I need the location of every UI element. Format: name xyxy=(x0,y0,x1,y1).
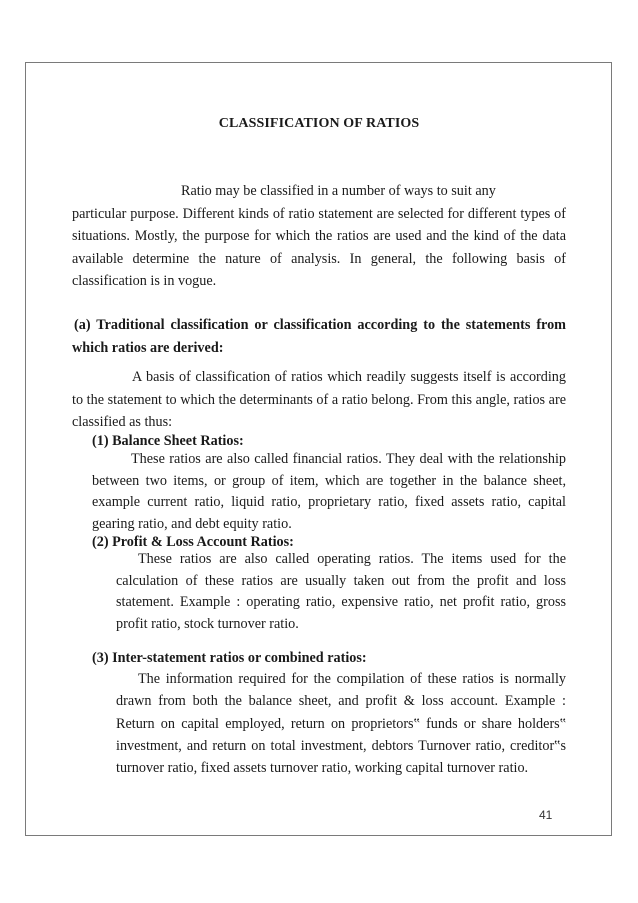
page-title: CLASSIFICATION OF RATIOS xyxy=(218,116,420,131)
subsection-3-body xyxy=(116,668,566,779)
intro-paragraph xyxy=(72,180,566,293)
subsection-2-body xyxy=(116,549,566,635)
subsection-2-heading: (2) Profit & Loss Account Ratios: xyxy=(92,534,294,550)
subsection-1-heading: (1) Balance Sheet Ratios: xyxy=(92,433,244,449)
subsection-1-body xyxy=(92,449,566,535)
subsection-3-heading: (3) Inter-statement ratios or combined ratios: xyxy=(92,650,367,666)
subsection-1-text: These ratios are also called financial ratios. They deal with the relationship between two items, or group of item, which are together in the balance sheet, example current ratio, liquid ratio, proprietary ratio, fixed assets ratio, capital gearing ratio, and debt equity ratio. xyxy=(92,451,566,532)
page-number: 41 xyxy=(539,808,553,822)
section-a-body: A basis of classification of ratios which readily suggests itself is according to the statement to which the determinants of a ratio belong. From this angle, ratios are classified as thus: xyxy=(72,369,566,430)
intro-rest: particular purpose. Different kinds of ratio statement are selected for different types of situations. Mostly, the purpose for which the ratios are used and the kind of the data available determine the nature of analysis. In general, the following basis of classification is in vogue. xyxy=(72,205,566,289)
subsection-3-text: The information required for the compilation of these ratios is normally drawn from both the balance sheet, and profit & loss account. Example : Return on capital employed, return on proprietors‟ funds or share holders‟ investment, and return on total investment, debtors Turnover ratio, creditor‟s turnover ratio, fixed assets turnover ratio, working capital turnover ratio. xyxy=(116,671,566,777)
section-a-heading: (a) Traditional classification or classification according to the statements from which ratios are derived: xyxy=(72,317,566,356)
subsection-2-text: These ratios are also called operating ratios. The items used for the calculation of these ratios are usually taken out from the profit and loss statement. Example : operating ratio, expensive ratio, net profit ratio, gross profit ratio, stock turnover ratio. xyxy=(116,551,566,632)
intro-first-line: Ratio may be classified in a number of ways to suit any xyxy=(181,183,496,199)
